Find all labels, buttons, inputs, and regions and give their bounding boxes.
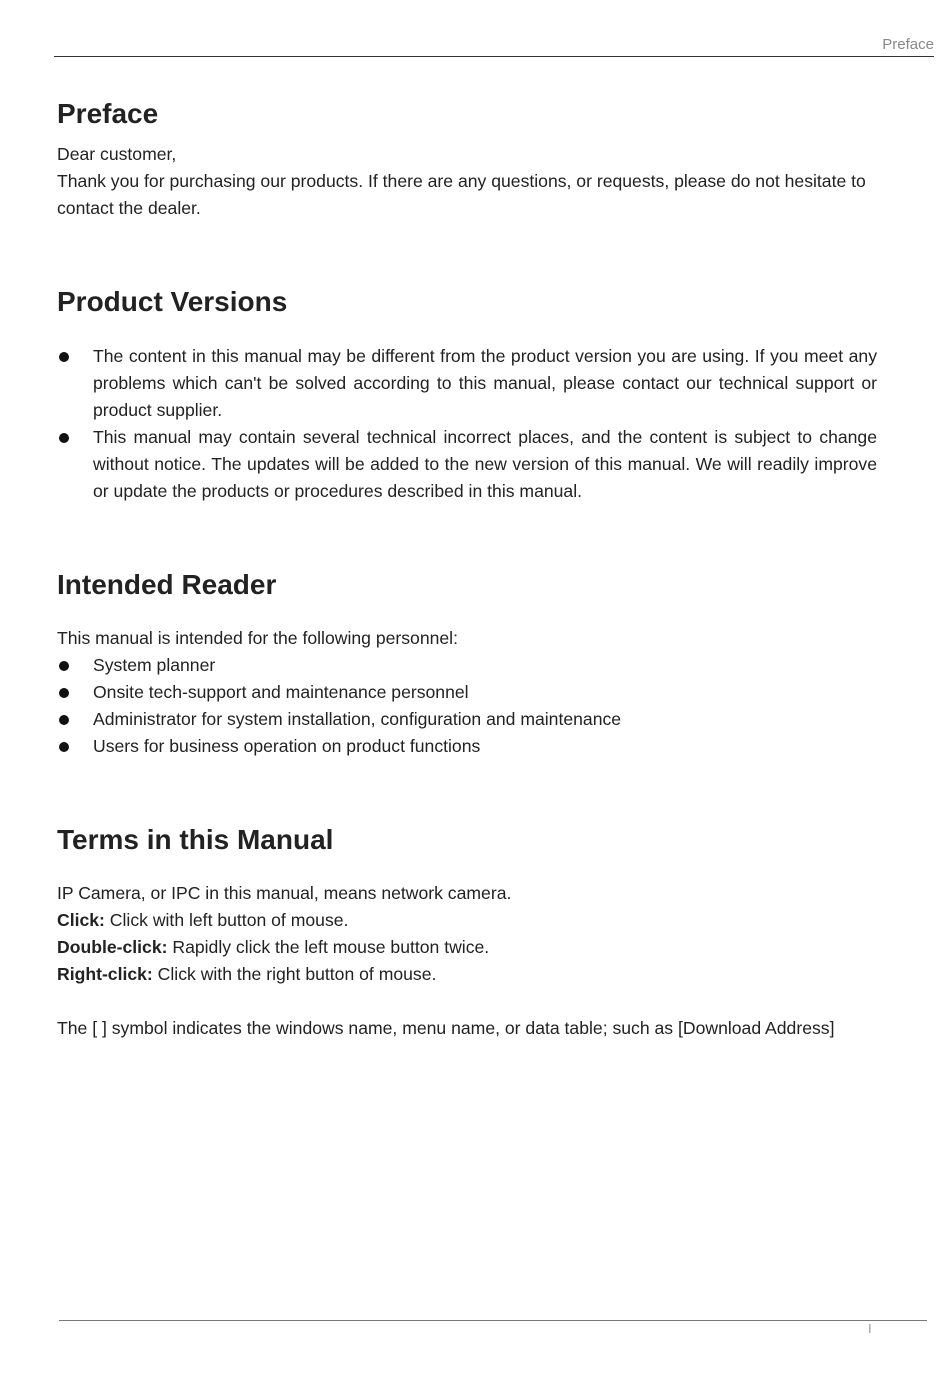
preface-heading: Preface	[57, 98, 159, 129]
bullet-icon	[59, 715, 69, 725]
term-double-click	[57, 934, 877, 961]
list-item	[57, 679, 877, 706]
list-item-text: Administrator for system installation, configuration and maintenance	[93, 709, 622, 729]
bullet-icon	[59, 688, 69, 698]
term-click	[57, 907, 877, 934]
term-label: Right-click:	[57, 964, 153, 984]
list-item-text: Onsite tech-support and maintenance personnel	[93, 682, 469, 702]
term-right-click	[57, 961, 877, 988]
term-label: Click:	[57, 910, 105, 930]
product-versions-list	[57, 343, 877, 505]
header-rule	[54, 56, 934, 57]
intended-reader-heading: Intended Reader	[57, 569, 277, 600]
list-item	[57, 424, 877, 505]
symbol-note: The [ ] symbol indicates the windows name, menu name, or data table; such as [Download Address]	[57, 1018, 835, 1038]
list-item-text: The content in this manual may be different from the product version you are using. If you meet any problems which can't be solved according to this manual, please contact our technical support or product supplier.	[93, 346, 877, 420]
ipc-definition: IP Camera, or IPC in this manual, means network camera.	[57, 883, 512, 903]
term-text: Click with the right button of mouse.	[152, 964, 437, 984]
term-label: Double-click:	[57, 937, 168, 957]
list-item	[57, 652, 877, 679]
bullet-icon	[59, 433, 69, 443]
list-item	[57, 706, 877, 733]
product-versions-heading: Product Versions	[57, 286, 288, 317]
terms-heading: Terms in this Manual	[57, 824, 334, 855]
intended-reader-intro: This manual is intended for the following personnel:	[57, 628, 458, 648]
bullet-icon	[59, 742, 69, 752]
intended-reader-list	[57, 652, 877, 760]
term-text: Rapidly click the left mouse button twice.	[167, 937, 490, 957]
preface-body: Thank you for purchasing our products. If there are any questions, or requests, please do not hesitate to contact the dealer.	[57, 171, 866, 218]
list-item-text: This manual may contain several technical incorrect places, and the content is subject to change without notice. The updates will be added to the new version of this manual. We will readily improve or update the products or procedures described in this manual.	[93, 427, 877, 501]
terms-block	[57, 880, 877, 988]
bullet-icon	[59, 352, 69, 362]
bullet-icon	[59, 661, 69, 671]
list-item-text: Users for business operation on product functions	[93, 736, 481, 756]
list-item	[57, 733, 877, 760]
term-text: Click with left button of mouse.	[104, 910, 349, 930]
list-item	[57, 343, 877, 424]
footer-rule	[59, 1320, 927, 1321]
preface-greeting: Dear customer,	[57, 144, 177, 164]
running-header: Preface	[882, 36, 934, 53]
list-item-text: System planner	[93, 655, 216, 675]
page-number: I	[868, 1321, 872, 1336]
